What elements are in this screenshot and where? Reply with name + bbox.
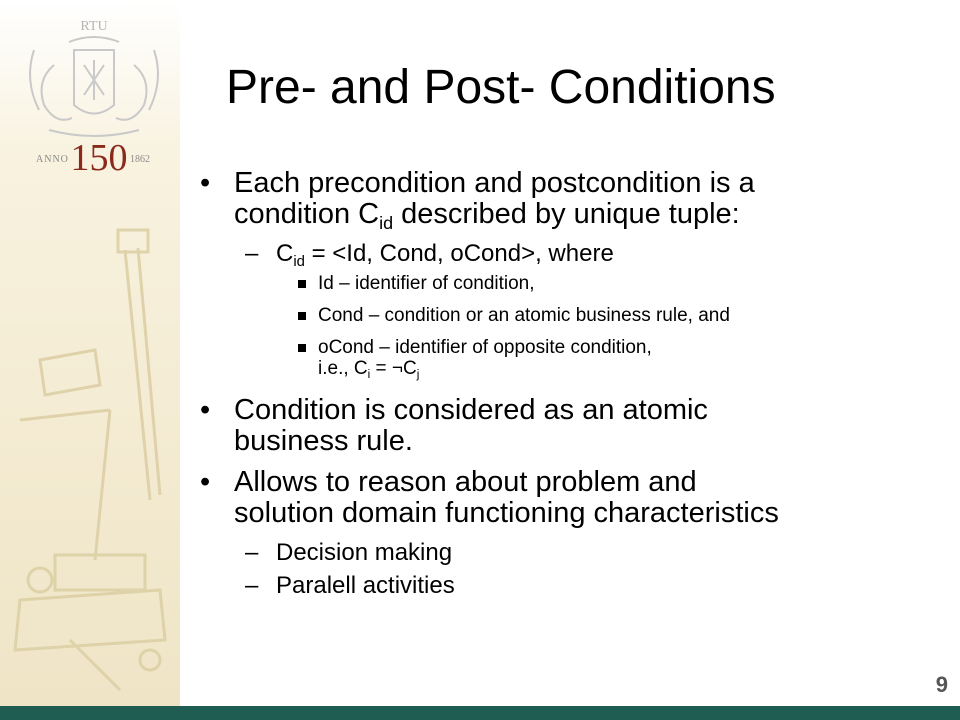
- bullet-marker: •: [200, 167, 211, 199]
- bullet-text-line: Each precondition and postcondition is a: [234, 167, 755, 199]
- square-bullet-icon: [298, 344, 306, 352]
- page-number: 9: [935, 672, 948, 697]
- sub-bullet-parallel-activities: – Paralell activities: [245, 572, 455, 599]
- sub-sub-bullet-ocond: oCond – identifier of opposite condition, i.e., $C_i$ = $\neg C_j$: [200, 337, 940, 379]
- dash-marker: –: [245, 539, 259, 566]
- sub-bullet-tuple-formula: – $C_{id} = <Id$, Cond, oCond>, where: [245, 240, 614, 270]
- rtu-logo: [14, 10, 174, 185]
- sub-sub-bullet-cond: Cond – condition or an atomic business rule, and: [200, 305, 940, 326]
- square-bullet-icon: [298, 312, 306, 320]
- logo-anno-text: ANNO: [36, 154, 69, 165]
- footer-bar: [0, 706, 960, 720]
- slide-content: [200, 168, 940, 605]
- dash-marker: –: [245, 572, 259, 599]
- bullet-marker: •: [200, 466, 211, 498]
- logo-rtu-text: RTU: [80, 19, 108, 34]
- sub-sub-bullet-id: Id – identifier of condition,: [200, 273, 940, 294]
- bullet-atomic-rule: • Condition is considered as an atomic business rule.: [200, 394, 708, 457]
- bullet-text-line: condition $C_{id}$ described by unique tuple:: [234, 198, 740, 233]
- slide-title: Pre- and Post- Conditions: [226, 61, 776, 114]
- logo-founded-text: 1862: [130, 154, 150, 165]
- logo-year-text: 150: [70, 137, 128, 179]
- sub-bullet-decision-making: – Decision making: [245, 539, 453, 566]
- bullet-tuple-definition: [200, 167, 940, 233]
- dash-marker: –: [245, 240, 259, 267]
- bullet-marker: •: [200, 394, 211, 426]
- square-bullet-icon: [298, 280, 306, 288]
- bullet-reasoning: • Allows to reason about problem and solution domain functioning characteristics: [200, 466, 779, 529]
